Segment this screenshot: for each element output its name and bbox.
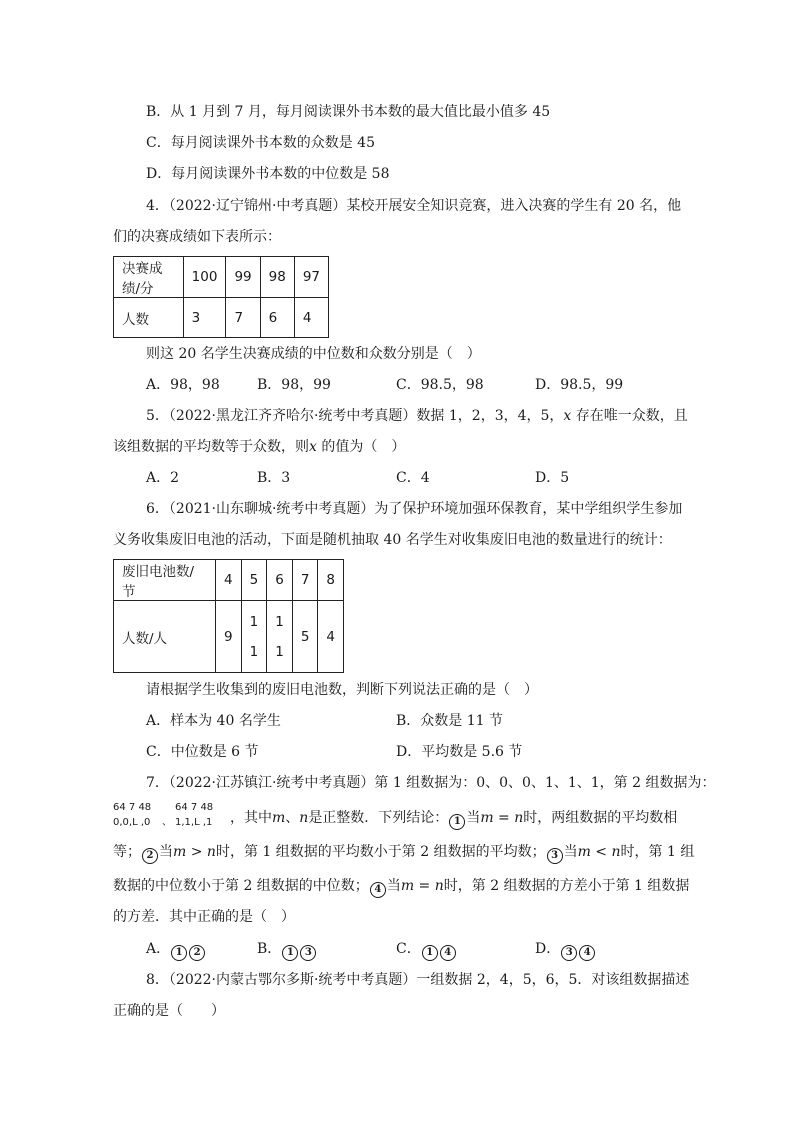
table-cell: 97 <box>294 257 328 298</box>
table-cell: 9 <box>216 601 242 673</box>
q3-option-c: C．每月阅读课外书本数的众数是 45 <box>146 135 375 151</box>
option-letter: A． <box>146 941 171 957</box>
digit: 1 <box>275 613 284 630</box>
q3-option-d: D．每月阅读课外书本数的中位数是 58 <box>146 166 390 182</box>
variable-m: m <box>272 810 286 826</box>
q7-stem-line4 <box>113 876 689 898</box>
table-cell: 人数/人 <box>114 601 216 673</box>
table-cell: 决赛成绩/分 <box>114 257 184 298</box>
q5-text: 的值为（ ） <box>316 439 406 455</box>
q4-option-d: D．98.5，99 <box>535 377 624 393</box>
q7-stem-line3 <box>113 842 694 864</box>
digit: 1 <box>249 613 259 630</box>
table-cell: 4 <box>318 601 344 673</box>
table-cell: 5 <box>292 601 318 673</box>
digit: 1 <box>249 643 259 660</box>
q7-text: 当 <box>159 844 173 860</box>
q7-stem-line5: 的方差．其中正确的是（ ） <box>113 909 295 925</box>
q7-sep: 、 <box>162 817 172 828</box>
variable-n: n <box>206 844 216 860</box>
q4-stem-line2: 们的决赛成绩如下表所示： <box>113 229 281 245</box>
q7-option-b <box>257 939 317 961</box>
q7-text: 是正整数．下列结论： <box>308 810 449 826</box>
option-letter: C． <box>396 941 421 957</box>
variable-n: n <box>611 844 621 860</box>
table-cell: 7 <box>292 560 318 601</box>
option-letter: B． <box>257 941 282 957</box>
q5-option-d: D．5 <box>535 470 570 486</box>
q6-stem-line2: 义务收集废旧电池的活动，下面是随机抽取 40 名学生对收集废旧电池的数量进行的统计： <box>113 532 672 548</box>
variable-x: x <box>563 408 572 424</box>
q5-option-c: C．4 <box>396 470 430 486</box>
table-cell: 3 <box>183 298 226 338</box>
circled-number: 1 <box>171 945 187 961</box>
q3-option-b: B．从 1 月到 7 月，每月阅读课外书本数的最大值比最小值多 45 <box>146 104 551 120</box>
q6-question: 请根据学生收集到的废旧电池数，判断下列说法正确的是（ ） <box>146 682 538 698</box>
q7-text: 、 <box>285 810 300 826</box>
circled-number: 3 <box>300 945 316 961</box>
table-cell <box>241 601 267 673</box>
variable-x: x <box>309 439 317 455</box>
q7-text: 时，两组数据的平均数相 <box>523 810 678 826</box>
circled-number: 1 <box>449 814 465 830</box>
q7-text: 时，第 1 组数据的平均数小于第 2 组数据的平均数； <box>215 844 546 860</box>
variable-n: n <box>299 810 309 826</box>
circled-number: 1 <box>282 945 298 961</box>
q4-option-c: C．98.5，98 <box>396 377 484 393</box>
q7-text: 数据的中位数小于第 2 组数据的中位数； <box>113 878 369 894</box>
q6-option-b: B．众数是 11 节 <box>396 713 504 729</box>
q4-score-table <box>113 256 329 338</box>
circled-number: 4 <box>579 945 595 961</box>
table-cell: 99 <box>226 257 260 298</box>
table-row <box>114 257 329 298</box>
circled-number: 2 <box>189 945 205 961</box>
table-cell: 4 <box>216 560 242 601</box>
q7-text: 时，第 2 组数据的方差小于第 1 组数据 <box>443 878 690 894</box>
variable-n: n <box>434 878 444 894</box>
q4-stem-line1: 4．（2022·辽宁锦州·中考真题）某校开展安全知识竞赛，进入决赛的学生有 20 名，他 <box>146 198 682 214</box>
variable-n: n <box>514 810 524 826</box>
variable-m: m <box>577 844 591 860</box>
q7-stem-line1: 7．（2022·江苏镇江·统考中考真题）第 1 组数据为：0、0、0、1、1、1，第 2 组数据为： <box>146 775 716 791</box>
q7-group2-data: 1,1,L ,1 <box>175 817 213 828</box>
q7-operator: > <box>186 844 207 860</box>
q5-text: 该组数据的平均数等于众数，则 <box>113 439 309 455</box>
circled-number: 1 <box>422 945 438 961</box>
variable-m: m <box>400 878 415 894</box>
q7-text: 当 <box>386 878 401 894</box>
q7-group1-data: 0,0,L ,0 <box>113 817 151 828</box>
circled-number: 3 <box>561 945 577 961</box>
circled-number: 4 <box>370 882 386 898</box>
q7-text: 当 <box>466 810 481 826</box>
q6-option-d: D．平均数是 5.6 节 <box>396 744 523 760</box>
q7-text: 时，第 1 组 <box>620 844 695 860</box>
q7-group2-brace: 64 7 48 <box>175 802 214 813</box>
q4-option-b: B．98，99 <box>257 377 331 393</box>
q8-stem-line2: 正确的是（ ） <box>113 1003 225 1019</box>
table-cell: 100 <box>183 257 226 298</box>
table-cell <box>267 601 293 673</box>
q6-option-a: A．样本为 40 名学生 <box>146 713 281 729</box>
table-row <box>114 601 344 673</box>
circled-number: 3 <box>547 848 563 864</box>
table-cell: 98 <box>260 257 294 298</box>
table-cell: 人数 <box>114 298 184 338</box>
q7-operator: = <box>493 810 515 826</box>
q5-text: 5．（2022·黑龙江齐齐哈尔·统考中考真题）数据 1，2，3，4，5， <box>146 408 564 424</box>
q7-text: 当 <box>563 844 578 860</box>
table-cell: 6 <box>267 560 293 601</box>
q7-text: ，其中 <box>230 810 272 826</box>
q5-stem-line1 <box>146 406 688 426</box>
q5-option-b: B．3 <box>257 470 291 486</box>
q7-option-c <box>396 939 457 961</box>
q5-stem-line2 <box>113 437 405 457</box>
q8-stem-line1: 8．（2022·内蒙古鄂尔多斯·统考中考真题）一组数据 2，4，5，6，5．对该组数据描述 <box>146 972 690 988</box>
q7-option-d <box>535 939 596 961</box>
q6-stem-line1: 6．（2021·山东聊城·统考中考真题）为了保护环境加强环保教育，某中学组织学生参加 <box>146 501 683 517</box>
q6-option-c: C．中位数是 6 节 <box>146 744 259 760</box>
q5-text: 存在唯一众数，且 <box>571 408 688 424</box>
table-cell: 5 <box>241 560 267 601</box>
circled-number: 4 <box>440 945 456 961</box>
q7-text: 等； <box>113 844 141 860</box>
q7-option-a <box>146 939 206 961</box>
q7-group1-brace: 64 7 48 <box>113 802 152 813</box>
table-row <box>114 560 344 601</box>
q4-option-a: A．98，98 <box>146 377 220 393</box>
q6-battery-table <box>113 559 344 673</box>
table-cell: 废旧电池数/节 <box>114 560 216 601</box>
digit: 1 <box>275 643 284 660</box>
q5-option-a: A．2 <box>146 470 180 486</box>
table-cell: 7 <box>226 298 260 338</box>
variable-m: m <box>480 810 494 826</box>
variable-m: m <box>173 844 187 860</box>
table-row <box>114 298 329 338</box>
option-letter: D． <box>535 941 561 957</box>
q4-question: 则这 20 名学生决赛成绩的中位数和众数分别是（ ） <box>146 346 481 362</box>
table-cell: 6 <box>260 298 294 338</box>
q7-stem-line2 <box>230 808 677 830</box>
table-cell: 8 <box>318 560 344 601</box>
q7-operator: < <box>590 844 612 860</box>
q7-operator: = <box>414 878 435 894</box>
circled-number: 2 <box>142 848 158 864</box>
table-cell: 4 <box>294 298 328 338</box>
